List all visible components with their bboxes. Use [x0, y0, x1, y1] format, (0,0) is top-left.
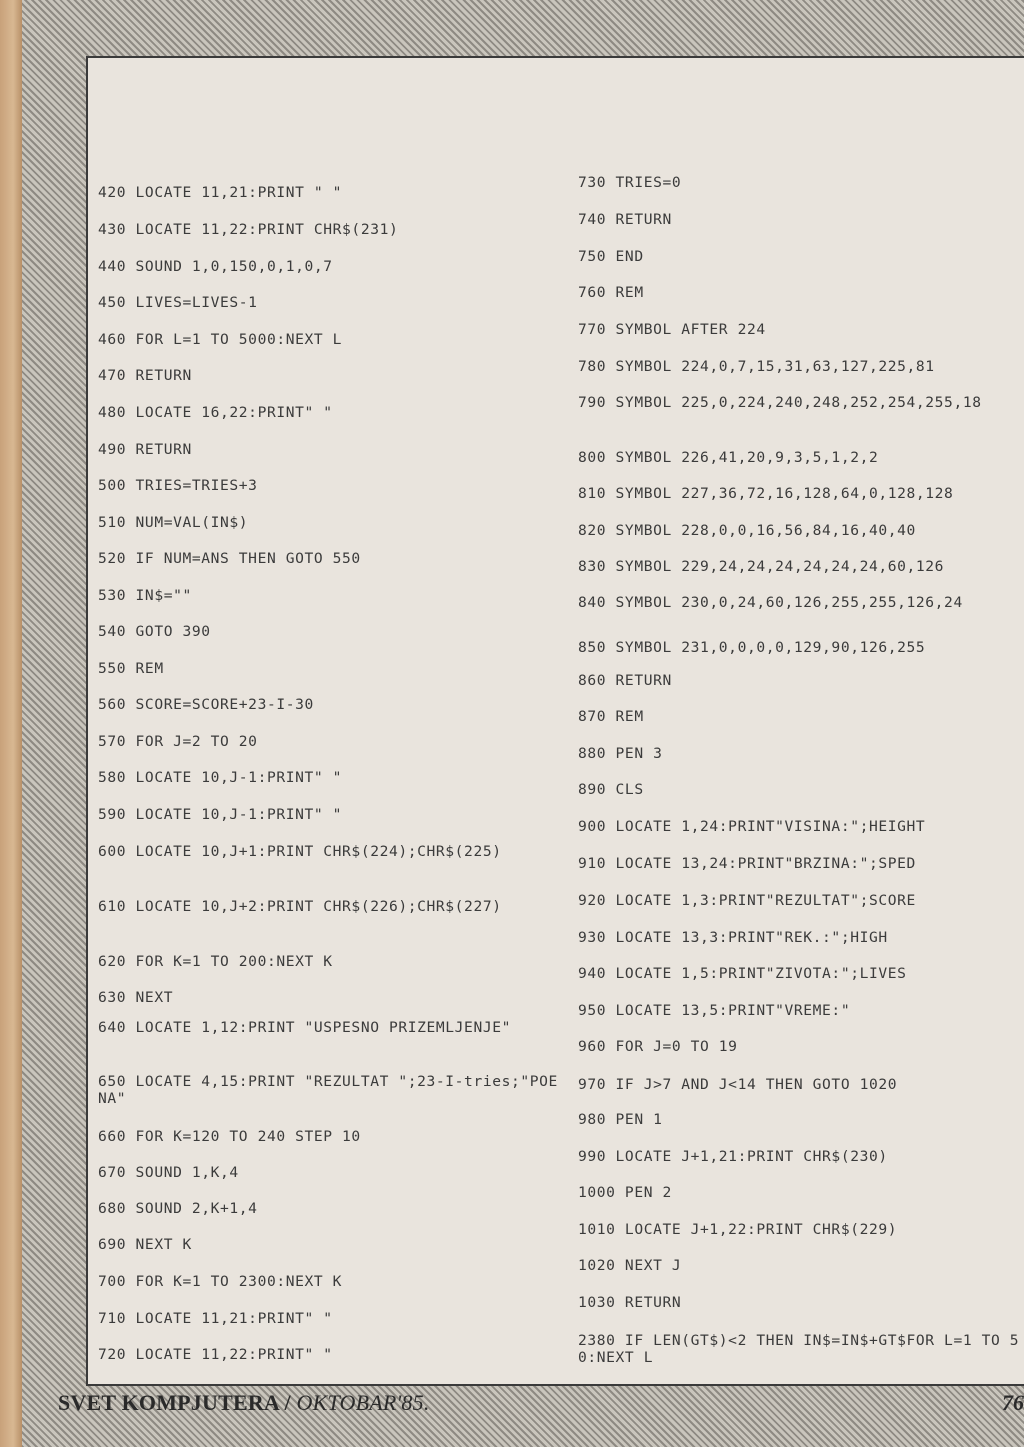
code-line: 550 REM: [98, 660, 164, 677]
code-line: 810 SYMBOL 227,36,72,16,128,64,0,128,128: [578, 485, 954, 502]
code-line: 730 TRIES=0: [578, 174, 682, 191]
code-line: 560 SCORE=SCORE+23-I-30: [98, 696, 314, 713]
code-line: 920 LOCATE 1,3:PRINT"REZULTAT";SCORE: [578, 892, 916, 909]
code-line: 980 PEN 1: [578, 1111, 663, 1128]
code-line: 630 NEXT: [98, 989, 174, 1006]
code-line: 640 LOCATE 1,12:PRINT "USPESNO PRIZEMLJENJE": [98, 1019, 511, 1036]
code-line: 800 SYMBOL 226,41,20,9,3,5,1,2,2: [578, 449, 879, 466]
code-line: 450 LIVES=LIVES-1: [98, 294, 258, 311]
code-line: 460 FOR L=1 TO 5000:NEXT L: [98, 331, 343, 348]
code-line: 700 FOR K=1 TO 2300:NEXT K: [98, 1273, 343, 1290]
code-line: 880 PEN 3: [578, 745, 663, 762]
code-line: 760 REM: [578, 284, 644, 301]
code-line: 840 SYMBOL 230,0,24,60,126,255,255,126,24: [578, 594, 963, 611]
code-line: 1010 LOCATE J+1,22:PRINT CHR$(229): [578, 1221, 898, 1238]
code-line: 910 LOCATE 13,24:PRINT"BRZINA:";SPED: [578, 855, 916, 872]
code-line: 780 SYMBOL 224,0,7,15,31,63,127,225,81: [578, 358, 935, 375]
magazine-name: SVET KOMPJUTERA /: [58, 1390, 291, 1415]
code-line: 850 SYMBOL 231,0,0,0,0,129,90,126,255: [578, 639, 926, 656]
code-line: 650 LOCATE 4,15:PRINT "REZULTAT ";23-I-tries;"POENA": [98, 1073, 558, 1107]
code-line: 580 LOCATE 10,J-1:PRINT" ": [98, 769, 343, 786]
code-line: 950 LOCATE 13,5:PRINT"VREME:": [578, 1002, 851, 1019]
code-line: 990 LOCATE J+1,21:PRINT CHR$(230): [578, 1148, 888, 1165]
code-line: 530 IN$="": [98, 587, 192, 604]
code-line: 820 SYMBOL 228,0,0,16,56,84,16,40,40: [578, 522, 916, 539]
code-line: 680 SOUND 2,K+1,4: [98, 1200, 258, 1217]
page-footer: [22, 1384, 1024, 1447]
code-line: 510 NUM=VAL(IN$): [98, 514, 249, 531]
code-line: 750 END: [578, 248, 644, 265]
code-line: 1030 RETURN: [578, 1294, 682, 1311]
code-line: 890 CLS: [578, 781, 644, 798]
code-line: 710 LOCATE 11,21:PRINT" ": [98, 1310, 333, 1327]
code-line: 1000 PEN 2: [578, 1184, 672, 1201]
listing-panel: [86, 56, 1024, 1386]
code-line: 940 LOCATE 1,5:PRINT"ZIVOTA:";LIVES: [578, 965, 907, 982]
code-line: 520 IF NUM=ANS THEN GOTO 550: [98, 550, 361, 567]
code-line: 970 IF J>7 AND J<14 THEN GOTO 1020: [578, 1076, 898, 1093]
code-line: 1020 NEXT J: [578, 1257, 682, 1274]
code-line: 540 GOTO 390: [98, 623, 211, 640]
code-line: 600 LOCATE 10,J+1:PRINT CHR$(224);CHR$(225): [98, 843, 502, 860]
issue-date: OKTOBAR'85.: [296, 1390, 430, 1415]
code-line: 500 TRIES=TRIES+3: [98, 477, 258, 494]
code-line: 770 SYMBOL AFTER 224: [578, 321, 766, 338]
code-line: 570 FOR J=2 TO 20: [98, 733, 258, 750]
code-line: 620 FOR K=1 TO 200:NEXT K: [98, 953, 333, 970]
code-line: 790 SYMBOL 225,0,224,240,248,252,254,255,18: [578, 394, 982, 411]
code-line: 740 RETURN: [578, 211, 672, 228]
page-edge: [0, 0, 22, 1447]
code-line: 490 RETURN: [98, 441, 192, 458]
code-line: 870 REM: [578, 708, 644, 725]
code-line: 930 LOCATE 13,3:PRINT"REK.:";HIGH: [578, 929, 888, 946]
code-line: 660 FOR K=120 TO 240 STEP 10: [98, 1128, 361, 1145]
code-line: 590 LOCATE 10,J-1:PRINT" ": [98, 806, 343, 823]
code-line: 440 SOUND 1,0,150,0,1,0,7: [98, 258, 333, 275]
code-line: 900 LOCATE 1,24:PRINT"VISINA:";HEIGHT: [578, 818, 926, 835]
code-line: 2380 IF LEN(GT$)<2 THEN IN$=IN$+GT$FOR L=1 TO 50:NEXT L: [578, 1332, 1020, 1366]
code-line: 430 LOCATE 11,22:PRINT CHR$(231): [98, 221, 399, 238]
code-line: 470 RETURN: [98, 367, 192, 384]
code-line: 690 NEXT K: [98, 1236, 192, 1253]
code-line: 670 SOUND 1,K,4: [98, 1164, 239, 1181]
code-line: 960 FOR J=0 TO 19: [578, 1038, 738, 1055]
magazine-title: [58, 1390, 430, 1416]
code-line: 610 LOCATE 10,J+2:PRINT CHR$(226);CHR$(227): [98, 898, 502, 915]
code-line: 860 RETURN: [578, 672, 672, 689]
code-line: 480 LOCATE 16,22:PRINT" ": [98, 404, 333, 421]
code-line: 720 LOCATE 11,22:PRINT" ": [98, 1346, 333, 1363]
page-number: 76: [1002, 1390, 1024, 1415]
code-line: 420 LOCATE 11,21:PRINT " ": [98, 184, 343, 201]
code-line: 830 SYMBOL 229,24,24,24,24,24,24,60,126: [578, 558, 945, 575]
